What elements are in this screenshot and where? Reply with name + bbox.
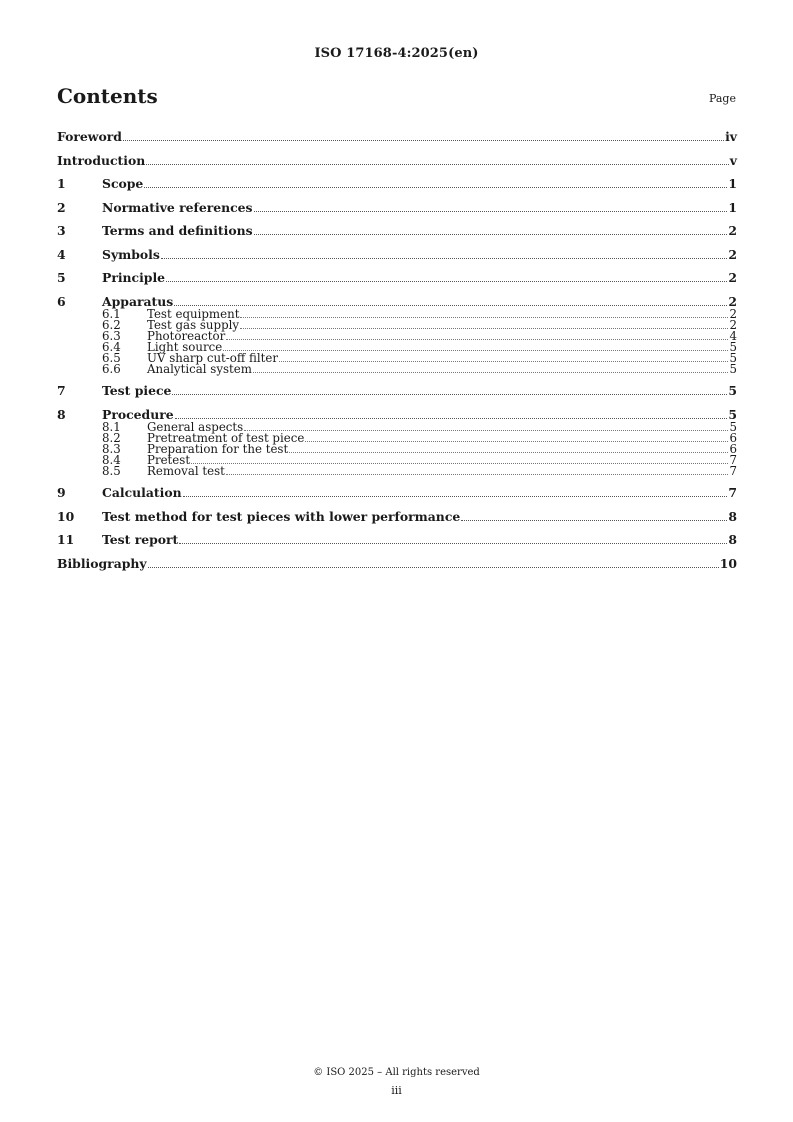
toc-entry-page: 2 — [728, 246, 737, 262]
toc-entry-page: 2 — [728, 270, 737, 285]
toc-subentry-number: 8.4 — [102, 452, 121, 467]
toc-entry-number: 2 — [57, 199, 66, 215]
table-of-contents — [57, 130, 737, 571]
toc-subentry-title: Light source — [147, 339, 223, 354]
toc-subentry-page: 5 — [729, 419, 737, 434]
toc-subentry-page: 4 — [729, 328, 737, 343]
toc-subentry-number: 8.5 — [102, 463, 121, 478]
toc-subentry-title: Pretest — [147, 452, 191, 467]
toc-subentry-page: 6 — [729, 430, 737, 445]
toc-entry-page: 7 — [728, 485, 737, 500]
toc-subentry-title: Preparation for the test — [147, 441, 289, 456]
dot-leader — [166, 281, 727, 282]
toc-subentry[interactable] — [57, 361, 737, 376]
toc-entry-number: 11 — [57, 532, 75, 547]
toc-subentry-number: 6.4 — [102, 339, 121, 354]
dot-leader — [161, 258, 728, 259]
dot-leader — [254, 234, 728, 235]
toc-entry-page: iv — [725, 129, 737, 144]
dot-leader — [226, 339, 728, 340]
toc-subentry-page: 7 — [729, 463, 737, 478]
toc-entry-page: 8 — [728, 532, 737, 547]
dot-leader — [226, 474, 729, 475]
toc-subentry-title: Photoreactor — [147, 328, 226, 343]
toc-entry-title: Symbols — [102, 246, 160, 262]
dot-leader — [174, 305, 727, 306]
toc-entry-title: Apparatus — [102, 293, 174, 309]
toc-entry-number: 7 — [57, 383, 66, 398]
dot-leader — [148, 567, 719, 568]
toc-entry-page: 8 — [728, 508, 737, 524]
toc-entry-title: Terms and definitions — [102, 223, 253, 238]
dot-leader — [172, 394, 727, 395]
dot-leader — [240, 317, 728, 318]
toc-entry-title: Normative references — [102, 199, 253, 215]
toc-subentry-number: 6.1 — [102, 306, 121, 321]
dot-leader — [289, 452, 728, 453]
toc-entry[interactable] — [57, 510, 737, 524]
toc-entry-page: 10 — [719, 555, 737, 571]
toc-entry[interactable] — [57, 130, 737, 144]
toc-entry-title: Test report — [102, 532, 179, 547]
toc-subentry-title: Removal test — [147, 463, 225, 478]
toc-subentry-page: 5 — [729, 361, 737, 376]
toc-entry-number: 9 — [57, 485, 66, 500]
toc-entry[interactable] — [57, 486, 737, 500]
toc-entry-title: Calculation — [102, 485, 182, 500]
dot-leader — [223, 350, 728, 351]
copyright-notice: © ISO 2025 – All rights reserved — [313, 1067, 480, 1078]
toc-entry-title: Procedure — [102, 406, 174, 422]
toc-entry[interactable] — [57, 154, 737, 168]
toc-entry[interactable] — [57, 201, 737, 215]
toc-entry-number: 8 — [57, 406, 66, 422]
dot-leader — [244, 430, 728, 431]
toc-entry-title: Test method for test pieces with lower performance — [102, 508, 461, 524]
toc-subentry[interactable] — [57, 463, 737, 478]
toc-entry[interactable] — [57, 384, 737, 398]
toc-entry-title: Scope — [102, 176, 144, 191]
toc-subentry-number: 6.2 — [102, 317, 121, 332]
toc-entry[interactable] — [57, 271, 737, 285]
toc-entry-page: 5 — [728, 406, 737, 422]
toc-entry-number: 3 — [57, 223, 66, 238]
toc-entry-page: v — [729, 152, 737, 168]
toc-subentry-number: 8.1 — [102, 419, 121, 434]
dot-leader — [183, 496, 728, 497]
toc-entry-title: Bibliography — [57, 555, 147, 571]
toc-entry[interactable] — [57, 177, 737, 191]
page-number: iii — [391, 1084, 402, 1097]
toc-entry-title: Foreword — [57, 129, 122, 144]
toc-subentry-number: 8.3 — [102, 441, 121, 456]
dot-leader — [461, 520, 727, 521]
toc-entry[interactable] — [57, 224, 737, 238]
toc-entry-page: 1 — [728, 199, 737, 215]
toc-subentry-page: 5 — [729, 339, 737, 354]
toc-entry-title: Introduction — [57, 152, 146, 168]
toc-subentry-number: 6.3 — [102, 328, 121, 343]
toc-subentry-page: 6 — [729, 441, 737, 456]
toc-subentry-title: Analytical system — [147, 361, 252, 376]
toc-subentry-title: General aspects — [147, 419, 244, 434]
document-id: ISO 17168-4:2025(en) — [314, 46, 479, 61]
toc-entry-number: 4 — [57, 246, 66, 262]
toc-entry[interactable] — [57, 248, 737, 262]
toc-subentry-title: Test gas supply — [147, 317, 240, 332]
page-column-label: Page — [708, 92, 736, 105]
toc-entry[interactable] — [57, 533, 737, 547]
toc-subentry-page: 5 — [729, 350, 737, 365]
toc-subentry-number: 6.5 — [102, 350, 121, 365]
dot-leader — [253, 372, 729, 373]
dot-leader — [279, 361, 728, 362]
toc-entry-title: Test piece — [102, 383, 172, 398]
dot-leader — [175, 418, 728, 419]
dot-leader — [254, 211, 728, 212]
dot-leader — [123, 140, 724, 141]
toc-entry-number: 1 — [57, 176, 66, 191]
toc-entry-page: 1 — [728, 176, 737, 191]
dot-leader — [144, 187, 727, 188]
toc-entry-number: 6 — [57, 293, 66, 309]
toc-entry-number: 5 — [57, 270, 66, 285]
toc-subentry-page: 2 — [729, 317, 737, 332]
toc-entry-page: 2 — [728, 223, 737, 238]
toc-entry[interactable] — [57, 557, 737, 571]
toc-subentry-page: 7 — [729, 452, 737, 467]
dot-leader — [240, 328, 728, 329]
toc-subentry-title: Pretreatment of test piece — [147, 430, 305, 445]
toc-subentry-page: 2 — [729, 306, 737, 321]
dot-leader — [305, 441, 728, 442]
dot-leader — [191, 463, 728, 464]
toc-subentry-title: Test equipment — [147, 306, 240, 321]
toc-entry-page: 2 — [728, 293, 737, 309]
dot-leader — [146, 164, 729, 165]
toc-subentry-title: UV sharp cut-off filter — [147, 350, 279, 365]
toc-subentry-number: 6.6 — [102, 361, 121, 376]
toc-entry-page: 5 — [728, 383, 737, 398]
toc-entry-number: 10 — [57, 508, 75, 524]
dot-leader — [179, 543, 727, 544]
toc-entry-title: Principle — [102, 270, 166, 285]
contents-title: Contents — [57, 84, 158, 108]
toc-subentry-number: 8.2 — [102, 430, 121, 445]
